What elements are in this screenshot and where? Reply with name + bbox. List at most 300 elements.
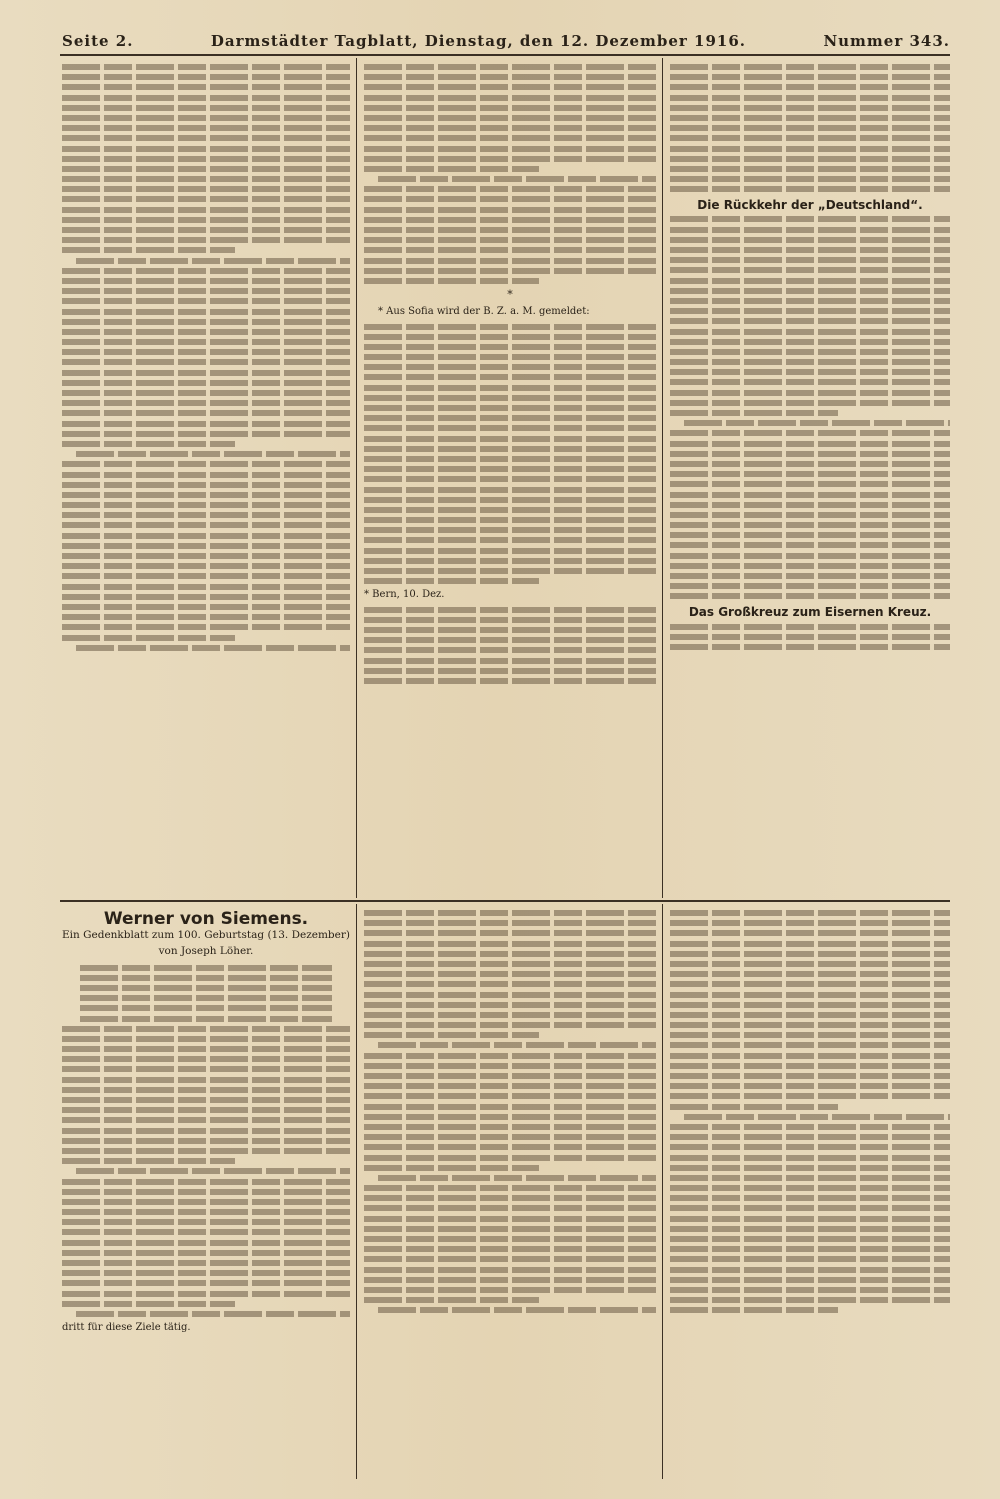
text-line xyxy=(364,436,656,442)
text-line xyxy=(670,308,950,314)
text-line xyxy=(364,1104,656,1110)
text-line xyxy=(670,400,950,406)
text-line xyxy=(62,1056,350,1062)
text-line xyxy=(62,1066,350,1072)
text-line xyxy=(62,309,350,315)
text-line xyxy=(62,1219,350,1225)
siemens-subtitle: Ein Gedenkblatt zum 100. Geburtstag (13. Dezember) xyxy=(62,929,350,942)
text-line xyxy=(364,1277,656,1283)
masthead xyxy=(62,30,950,52)
text-line xyxy=(62,1046,350,1052)
text-line xyxy=(670,1216,950,1222)
text-line xyxy=(364,1083,656,1089)
text-line xyxy=(364,258,656,264)
text-line xyxy=(364,425,656,431)
text-line xyxy=(364,1093,656,1099)
text-line xyxy=(62,156,350,162)
text-line xyxy=(62,135,350,141)
siemens-column-2 xyxy=(364,906,656,1480)
text-line xyxy=(62,594,350,600)
text-line xyxy=(364,992,656,998)
text-line xyxy=(364,105,656,111)
text-line xyxy=(62,64,350,70)
text-line xyxy=(80,995,332,1001)
text-line xyxy=(76,258,350,264)
text-line xyxy=(364,1267,656,1273)
text-line xyxy=(670,1002,950,1008)
text-line xyxy=(62,288,350,294)
text-line xyxy=(80,965,332,971)
text-line xyxy=(62,441,235,447)
text-line xyxy=(670,1155,950,1161)
text-line xyxy=(364,548,656,554)
text-line xyxy=(364,1144,656,1150)
text-line xyxy=(670,115,950,121)
siemens-col1-last-line: dritt für diese Ziele tätig. xyxy=(62,1322,191,1334)
text-line xyxy=(670,156,950,162)
text-line xyxy=(62,1270,350,1276)
text-line xyxy=(364,64,656,70)
column-divider xyxy=(356,904,357,1479)
text-line xyxy=(62,1199,350,1205)
text-line xyxy=(670,369,950,375)
siemens-author: von Joseph Löher. xyxy=(158,945,254,958)
text-line xyxy=(62,472,350,478)
text-line xyxy=(62,1036,350,1042)
text-line xyxy=(62,1138,350,1144)
text-line xyxy=(62,533,350,539)
text-line xyxy=(670,461,950,467)
text-line xyxy=(670,1134,950,1140)
text-line xyxy=(62,278,350,284)
masthead-rule xyxy=(60,54,950,56)
text-line xyxy=(378,1175,656,1181)
text-line xyxy=(670,522,950,528)
text-line xyxy=(364,395,656,401)
text-line xyxy=(670,930,950,936)
text-line xyxy=(62,624,350,630)
text-line xyxy=(670,267,950,273)
siemens-title: Werner von Siemens. xyxy=(103,909,309,929)
text-line xyxy=(364,1155,656,1161)
text-line xyxy=(364,74,656,80)
text-line xyxy=(364,95,656,101)
text-line xyxy=(364,1165,539,1171)
text-line xyxy=(364,1002,656,1008)
text-line xyxy=(62,431,350,437)
text-line xyxy=(62,1229,350,1235)
text-line xyxy=(364,578,539,584)
text-line xyxy=(364,385,656,391)
text-line xyxy=(364,507,656,513)
text-line xyxy=(62,227,350,233)
text-line xyxy=(670,1195,950,1201)
text-line xyxy=(670,1012,950,1018)
text-line xyxy=(670,1093,950,1099)
text-line xyxy=(364,125,656,131)
siemens-column-1 xyxy=(62,906,350,1480)
text-line xyxy=(62,370,350,376)
text-line xyxy=(364,668,656,674)
text-line xyxy=(670,1246,950,1252)
text-line xyxy=(670,176,950,182)
text-line xyxy=(62,584,350,590)
text-line xyxy=(364,146,656,152)
text-line xyxy=(62,1026,350,1032)
text-line xyxy=(670,318,950,324)
text-line xyxy=(364,207,656,213)
sofia-dispatch-lead: * Aus Sofia wird der B. Z. a. M. gemeldet: xyxy=(378,306,590,318)
text-line xyxy=(670,553,950,559)
text-line xyxy=(364,941,656,947)
deutschland-heading: Die Rückkehr der „Deutschland“. xyxy=(697,198,923,213)
text-line xyxy=(670,1073,950,1079)
text-line xyxy=(364,84,656,90)
text-line xyxy=(364,1297,539,1303)
text-line xyxy=(364,466,656,472)
text-line xyxy=(364,497,656,503)
text-line xyxy=(364,517,656,523)
text-line xyxy=(378,1307,656,1313)
text-line xyxy=(670,920,950,926)
text-line xyxy=(670,247,950,253)
text-line xyxy=(62,1301,235,1307)
text-line xyxy=(62,421,350,427)
text-line xyxy=(62,1260,350,1266)
text-line xyxy=(670,298,950,304)
text-line xyxy=(670,288,950,294)
text-line xyxy=(62,461,350,467)
text-line xyxy=(62,482,350,488)
text-line xyxy=(670,146,950,152)
text-line xyxy=(670,1165,950,1171)
text-line xyxy=(62,1240,350,1246)
text-line xyxy=(670,1083,950,1089)
text-line xyxy=(76,645,350,651)
column-divider xyxy=(662,904,663,1479)
text-line xyxy=(364,658,656,664)
text-line xyxy=(80,985,332,991)
page-label: Seite 2. xyxy=(62,32,134,50)
column-divider xyxy=(356,58,357,898)
text-line xyxy=(76,1311,350,1317)
text-line xyxy=(670,1104,838,1110)
text-line xyxy=(364,1114,656,1120)
text-line xyxy=(364,374,656,380)
text-line xyxy=(670,1256,950,1262)
text-line xyxy=(364,476,656,482)
text-line xyxy=(670,1226,950,1232)
text-line xyxy=(364,647,656,653)
text-line xyxy=(80,1016,332,1022)
text-line xyxy=(670,1267,950,1273)
text-line xyxy=(62,359,350,365)
text-line xyxy=(76,1168,350,1174)
text-line xyxy=(62,380,350,386)
text-line xyxy=(62,84,350,90)
text-line xyxy=(364,115,656,121)
text-line xyxy=(364,196,656,202)
text-line xyxy=(62,522,350,528)
text-line xyxy=(684,1114,950,1120)
text-line xyxy=(670,981,950,987)
text-line xyxy=(62,512,350,518)
text-line xyxy=(62,1280,350,1286)
text-line xyxy=(364,951,656,957)
text-line xyxy=(378,176,656,182)
text-line xyxy=(62,1087,350,1093)
text-line xyxy=(62,563,350,569)
text-line xyxy=(670,95,950,101)
text-line xyxy=(62,604,350,610)
text-line xyxy=(364,537,656,543)
text-line xyxy=(62,1291,350,1297)
text-line xyxy=(62,1189,350,1195)
text-line xyxy=(670,227,950,233)
text-line xyxy=(670,1287,950,1293)
text-line xyxy=(670,359,950,365)
text-line xyxy=(670,593,950,599)
text-line xyxy=(670,1307,838,1313)
text-line xyxy=(62,1158,235,1164)
text-line xyxy=(670,64,950,70)
text-line xyxy=(62,207,350,213)
text-line xyxy=(62,1148,350,1154)
text-line xyxy=(670,84,950,90)
text-line xyxy=(364,1287,656,1293)
text-line xyxy=(364,268,656,274)
text-line xyxy=(364,405,656,411)
text-line xyxy=(670,1277,950,1283)
text-line xyxy=(670,542,950,548)
text-line xyxy=(364,237,656,243)
text-line xyxy=(364,617,656,623)
text-line xyxy=(364,278,539,284)
text-line xyxy=(670,349,950,355)
text-line xyxy=(670,634,950,640)
text-line xyxy=(62,1128,350,1134)
text-line xyxy=(62,1250,350,1256)
text-line xyxy=(364,1053,656,1059)
text-line xyxy=(670,278,950,284)
text-line xyxy=(670,481,950,487)
text-line xyxy=(670,512,950,518)
text-line xyxy=(62,492,350,498)
text-line xyxy=(62,1097,350,1103)
text-line xyxy=(670,1053,950,1059)
text-line xyxy=(670,390,950,396)
text-line xyxy=(364,217,656,223)
text-line xyxy=(364,166,539,172)
text-line xyxy=(364,627,656,633)
eisernes-kreuz-heading: Das Großkreuz zum Eisernen Kreuz. xyxy=(688,605,932,620)
text-line xyxy=(364,910,656,916)
text-line xyxy=(364,1073,656,1079)
text-line xyxy=(670,441,950,447)
article-column-3 xyxy=(670,60,950,896)
text-line xyxy=(670,451,950,457)
text-line xyxy=(670,1297,950,1303)
text-line xyxy=(364,971,656,977)
text-line xyxy=(364,1246,656,1252)
text-line xyxy=(670,1144,950,1150)
text-line xyxy=(364,135,656,141)
text-line xyxy=(670,941,950,947)
text-line xyxy=(364,156,656,162)
text-line xyxy=(670,951,950,957)
text-line xyxy=(670,573,950,579)
text-line xyxy=(378,1042,656,1048)
separator-star: * xyxy=(507,288,513,302)
text-line xyxy=(670,1236,950,1242)
text-line xyxy=(670,257,950,263)
text-line xyxy=(670,502,950,508)
text-line xyxy=(670,125,950,131)
text-line xyxy=(364,1012,656,1018)
text-line xyxy=(670,563,950,569)
text-line xyxy=(62,553,350,559)
text-line xyxy=(62,196,350,202)
text-line xyxy=(364,568,656,574)
text-line xyxy=(62,186,350,192)
text-line xyxy=(62,543,350,549)
text-line xyxy=(364,1256,656,1262)
text-line xyxy=(670,992,950,998)
text-line xyxy=(670,583,950,589)
text-line xyxy=(62,410,350,416)
text-line xyxy=(364,364,656,370)
article-column-2 xyxy=(364,60,656,896)
text-line xyxy=(364,227,656,233)
text-line xyxy=(670,186,950,192)
text-line xyxy=(364,487,656,493)
text-line xyxy=(670,379,950,385)
text-line xyxy=(670,1063,950,1069)
text-line xyxy=(62,217,350,223)
text-line xyxy=(80,975,332,981)
text-line xyxy=(364,324,656,330)
text-line xyxy=(62,573,350,579)
text-line xyxy=(670,471,950,477)
bern-dispatch-lead: * Bern, 10. Dez. xyxy=(364,589,445,601)
text-line xyxy=(62,329,350,335)
text-line xyxy=(364,1032,539,1038)
text-line xyxy=(62,1209,350,1215)
text-line xyxy=(364,186,656,192)
text-line xyxy=(670,492,950,498)
text-line xyxy=(62,349,350,355)
text-line xyxy=(364,415,656,421)
text-line xyxy=(364,678,656,684)
text-line xyxy=(670,237,950,243)
text-line xyxy=(62,1179,350,1185)
text-line xyxy=(670,644,950,650)
text-line xyxy=(670,1185,950,1191)
text-line xyxy=(62,125,350,131)
text-line xyxy=(364,930,656,936)
section-divider xyxy=(60,900,950,902)
text-line xyxy=(80,1005,332,1011)
text-line xyxy=(670,1042,950,1048)
text-line xyxy=(62,298,350,304)
text-line xyxy=(364,1134,656,1140)
text-line xyxy=(62,319,350,325)
text-line xyxy=(670,166,950,172)
text-line xyxy=(670,532,950,538)
text-line xyxy=(62,146,350,152)
text-line xyxy=(62,74,350,80)
text-line xyxy=(62,1077,350,1083)
text-line xyxy=(364,446,656,452)
text-line xyxy=(364,527,656,533)
text-line xyxy=(62,95,350,101)
text-line xyxy=(364,558,656,564)
text-line xyxy=(62,390,350,396)
text-line xyxy=(364,456,656,462)
text-line xyxy=(364,1205,656,1211)
text-line xyxy=(62,166,350,172)
text-line xyxy=(364,920,656,926)
text-line xyxy=(670,910,950,916)
text-line xyxy=(364,1063,656,1069)
text-line xyxy=(364,637,656,643)
paper-date: Darmstädter Tagblatt, Dienstag, den 12. Dezember 1916. xyxy=(210,32,746,50)
text-line xyxy=(684,420,950,426)
text-line xyxy=(670,1032,950,1038)
text-line xyxy=(364,1022,656,1028)
text-line xyxy=(62,1107,350,1113)
text-line xyxy=(670,624,950,630)
text-line xyxy=(670,1205,950,1211)
text-line xyxy=(670,971,950,977)
text-line xyxy=(62,237,350,243)
text-line xyxy=(364,1195,656,1201)
text-line xyxy=(364,961,656,967)
text-line xyxy=(364,1216,656,1222)
text-line xyxy=(62,614,350,620)
text-line xyxy=(62,115,350,121)
text-line xyxy=(62,339,350,345)
siemens-column-3 xyxy=(670,906,950,1480)
text-line xyxy=(670,339,950,345)
text-line xyxy=(670,329,950,335)
text-line xyxy=(364,247,656,253)
text-line xyxy=(364,1226,656,1232)
text-line xyxy=(670,1022,950,1028)
text-line xyxy=(670,430,950,436)
text-line xyxy=(62,635,235,641)
text-line xyxy=(62,247,235,253)
text-line xyxy=(364,1236,656,1242)
text-line xyxy=(62,176,350,182)
text-line xyxy=(62,400,350,406)
text-line xyxy=(62,105,350,111)
text-line xyxy=(62,268,350,274)
text-line xyxy=(670,1175,950,1181)
text-line xyxy=(670,216,950,222)
text-line xyxy=(62,502,350,508)
text-line xyxy=(670,410,838,416)
text-line xyxy=(670,135,950,141)
article-column-1 xyxy=(62,60,350,896)
text-line xyxy=(364,981,656,987)
text-line xyxy=(364,354,656,360)
column-divider xyxy=(662,58,663,898)
issue-number: Nummer 343. xyxy=(823,32,950,50)
text-line xyxy=(670,74,950,80)
text-line xyxy=(364,607,656,613)
text-line xyxy=(670,961,950,967)
